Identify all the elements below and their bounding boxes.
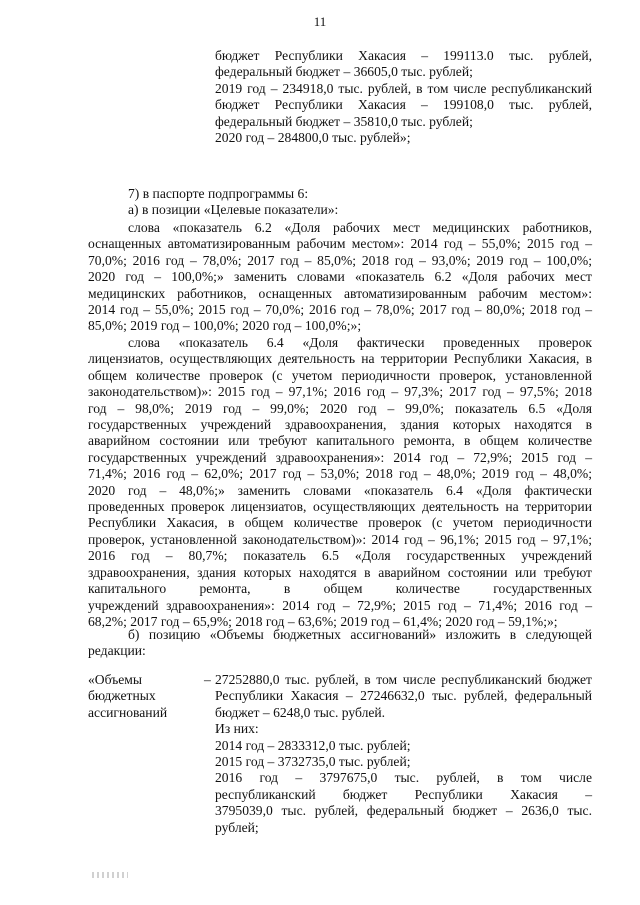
text-line: бюджет Республики Хакасия – 199108,0 тыс. рублей,	[215, 97, 592, 113]
text-line: 68,2%; 2017 год – 65,9%; 2018 год – 63,6%; 2019 год – 61,4%; 2020 год – 59,1%;»;	[88, 613, 558, 629]
table-label-line: «Объемы	[88, 672, 142, 687]
table-content-line: рублей;	[215, 819, 259, 835]
page-number: 11	[313, 14, 327, 29]
text-line: федеральный бюджет – 35810,0 тыс. рублей;	[215, 113, 473, 129]
paragraph-indicator-6-2	[88, 220, 592, 335]
text-line: здравоохранения, здания которых находятся в аварийном состоянии или требуют	[88, 564, 592, 580]
text-line: государственных учреждений здравоохранения, здания которых находятся в	[88, 417, 592, 433]
table-dash: –	[204, 672, 211, 687]
text-line: 2020 год – 48,0%;» заменить словами «показатель 6.4 «Доля фактически	[88, 482, 592, 498]
text-line: 2016 год – 80,7%; показатель 6.5 «Доля государственных учреждений	[88, 548, 592, 564]
scan-artifact	[92, 872, 128, 878]
table-content	[215, 672, 592, 836]
table-label	[88, 672, 198, 721]
text-line: 85,0%; 2019 год – 100,0%; 2020 год – 100,0%;»;	[88, 318, 362, 334]
paragraph-indicator-6-4	[88, 335, 592, 630]
table-content-line: 2016 год – 3797675,0 тыс. рублей, в том числе	[215, 770, 592, 786]
text-line: общем количестве проверок (с учетом периодичности проверок, установленной	[88, 367, 592, 383]
text-line: 70,0%; 2016 год – 78,0%; 2017 год – 85,0%; 2018 год – 93,0%; 2019 год – 100,0%;	[88, 252, 592, 268]
text-line: государственных учреждений здравоохранения»: 2014 год – 72,9%; 2015 год –	[88, 449, 592, 465]
text-line: слова «показатель 6.2 «Доля рабочих мест медицинских работников,	[128, 220, 592, 235]
text-line: федеральный бюджет – 36605,0 тыс. рублей;	[215, 64, 473, 80]
section-7-heading	[88, 186, 592, 219]
text-line: 71,4%; 2016 год – 62,0%; 2017 год – 53,0%; 2018 год – 48,0%; 2019 год – 48,0%;	[88, 466, 592, 482]
table-content-line: Республики Хакасия – 27246632,0 тыс. рублей, федеральный	[215, 688, 592, 704]
text-line: 2020 год – 284800,0 тыс. рублей»;	[215, 130, 411, 146]
budget-continuation	[88, 48, 592, 146]
text-line: 7) в паспорте подпрограммы 6:	[128, 186, 309, 201]
item-b-paragraph	[88, 627, 592, 660]
text-line: капитального ремонта, в общем количестве государственных	[88, 581, 592, 597]
table-content-line: 2014 год – 2833312,0 тыс. рублей;	[215, 737, 411, 753]
text-line: проведенных проверок лицензиатов, осуществляющих деятельность на территории	[88, 499, 592, 515]
table-content-line: 2015 год – 3732735,0 тыс. рублей;	[215, 754, 411, 770]
table-content-line: бюджет – 6248,0 тыс. рублей.	[215, 704, 386, 720]
table-content-line: 3795039,0 тыс. рублей, федеральный бюджет – 2636,0 тыс.	[215, 803, 592, 819]
table-label-line: бюджетных	[88, 688, 156, 704]
text-line: лицензиатов, осуществляющих деятельность на территории Республики Хакасия, в	[88, 351, 592, 367]
text-line: аварийном состоянии или требуют капитального ремонта, в общем количестве	[88, 433, 592, 449]
text-line: бюджет Республики Хакасия – 199113.0 тыс. рублей,	[215, 48, 592, 63]
table-label-line: ассигнований	[88, 704, 168, 720]
text-line: законодательством)»: 2015 год – 97,1%; 2016 год – 97,3%; 2017 год – 97,5%; 2018	[88, 384, 592, 400]
text-line: слова «показатель 6.4 «Доля фактически проведенных проверок	[128, 335, 592, 350]
table-content-line: 27252880,0 тыс. рублей, в том числе республиканский бюджет	[215, 672, 592, 687]
text-line: 2019 год – 234918,0 тыс. рублей, в том числе республиканский	[215, 80, 592, 96]
text-line: проверок, установленной законодательством)»: 2014 год – 96,1%; 2015 год – 97,1%;	[88, 531, 592, 547]
text-line: 2014 год – 55,0%; 2015 год – 70,0%; 2016 год – 78,0%; 2017 год – 80,0%; 2018 год –	[88, 302, 592, 318]
table-content-line: республиканский бюджет Республики Хакасия –	[215, 786, 592, 802]
text-line: оснащенных автоматизированным рабочим местом»: 2014 год – 55,0%; 2015 год –	[88, 236, 592, 252]
text-line: Республики Хакасия, в общем количестве проверок (с учетом периодичности	[88, 515, 592, 531]
table-content-line: Из них:	[215, 721, 259, 737]
text-line: учреждений здравоохранения»: 2014 год – 72,9%; 2015 год – 71,4%; 2016 год –	[88, 597, 592, 613]
text-line: 2020 год – 100,0%;» заменить словами «показатель 6.2 «Доля рабочих мест	[88, 269, 592, 285]
text-line: редакции:	[88, 643, 146, 659]
text-line: б) позицию «Объемы бюджетных ассигнований» изложить в следующей	[128, 627, 592, 642]
text-line: медицинских работников, оснащенных автоматизированным рабочим местом»:	[88, 285, 592, 301]
text-line: а) в позиции «Целевые показатели»:	[128, 202, 339, 218]
text-line: год – 98,0%; 2019 год – 99,0%; 2020 год – 99,0%; показатель 6.5 «Доля	[88, 400, 592, 416]
